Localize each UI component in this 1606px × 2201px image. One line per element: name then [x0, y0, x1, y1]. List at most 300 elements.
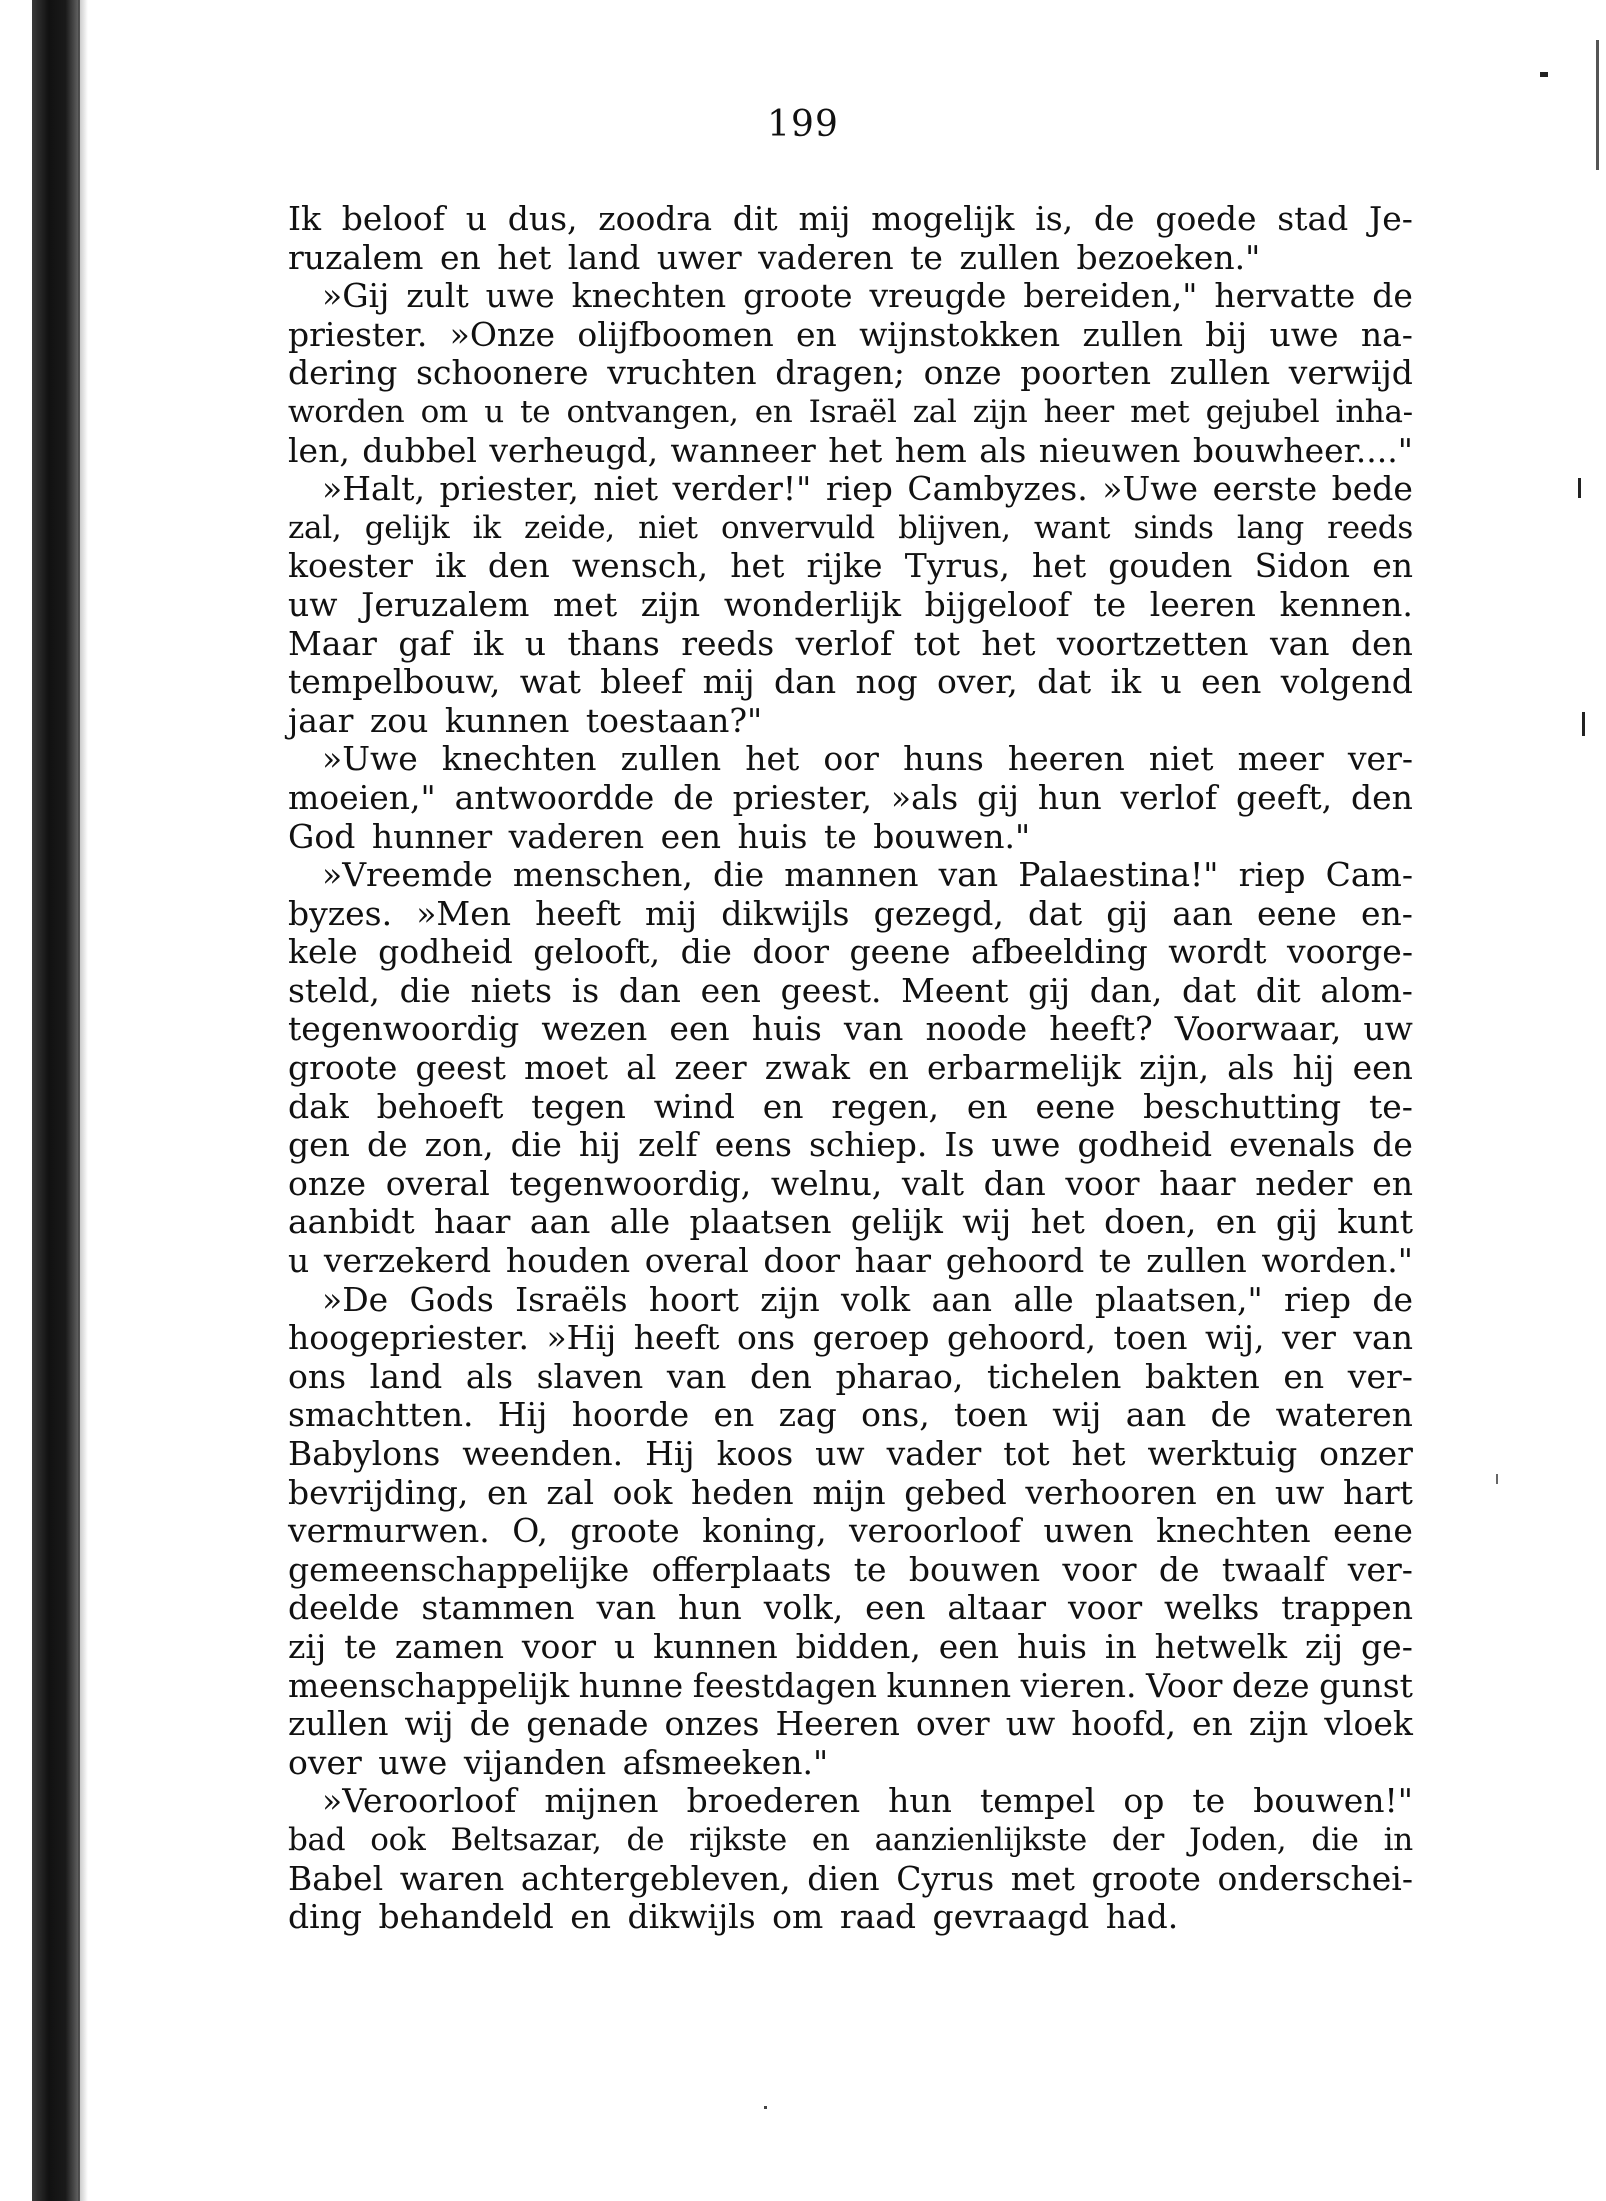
- word: verlof: [1120, 777, 1218, 817]
- word: het: [828, 430, 883, 470]
- text-line: [288, 1782, 1413, 1821]
- word: alle: [1013, 1279, 1074, 1319]
- word: huis: [1016, 1626, 1087, 1666]
- word: »Hij: [546, 1318, 617, 1358]
- word: gejubel: [1205, 393, 1320, 430]
- word: over,: [937, 662, 1018, 702]
- word: al: [626, 1048, 657, 1088]
- word: groote: [570, 1511, 680, 1551]
- text-line: [288, 740, 1413, 779]
- word: koester: [288, 546, 413, 586]
- text-line: [288, 509, 1413, 548]
- word: zal: [546, 1472, 595, 1512]
- word: aanzienlijkste: [874, 1821, 1087, 1858]
- word: aanbidt: [288, 1202, 415, 1242]
- word: wanneer: [670, 430, 816, 470]
- word: in: [1104, 1626, 1137, 1666]
- word: zullen: [1169, 353, 1271, 393]
- word: en-: [1360, 893, 1413, 933]
- word: van: [596, 1588, 657, 1628]
- word: wordt: [1168, 932, 1267, 972]
- word: bleef: [600, 662, 684, 702]
- word: uw: [288, 584, 338, 624]
- word: den: [1350, 777, 1413, 817]
- word: van: [843, 1009, 904, 1049]
- word: gelooft,: [533, 932, 661, 972]
- binding-fade: [78, 0, 88, 2201]
- word: de: [469, 1704, 511, 1744]
- text-line: [288, 1319, 1413, 1358]
- word: verzekerd: [323, 1241, 492, 1281]
- word: »Vreemde: [322, 855, 493, 895]
- text-line: [288, 1165, 1413, 1204]
- word: de: [1372, 1125, 1413, 1165]
- word: eene: [1333, 1511, 1413, 1551]
- word: van: [1353, 1318, 1413, 1358]
- word: Joden,: [1189, 1821, 1287, 1858]
- word: Hij: [645, 1434, 695, 1473]
- text-line: [288, 972, 1413, 1011]
- word: »Uwe: [322, 739, 418, 779]
- word: ver-: [1347, 1549, 1413, 1589]
- word: antwoordde: [454, 777, 655, 817]
- text-line: [288, 1667, 1413, 1706]
- word: ontvangen,: [566, 393, 739, 430]
- page-number: 199: [767, 104, 839, 145]
- word: Hij: [497, 1395, 548, 1435]
- word: Je-: [1369, 199, 1413, 238]
- word: geene: [849, 932, 951, 972]
- word: vermurwen.: [288, 1511, 490, 1551]
- word: meer: [1237, 739, 1324, 779]
- word: hoofd,: [1071, 1704, 1177, 1744]
- scan-mark-bottom-dot: [764, 2106, 767, 2109]
- word: gelijk: [850, 1202, 943, 1242]
- word: den: [487, 546, 550, 586]
- word: door: [752, 932, 830, 972]
- word: Is: [944, 1125, 975, 1165]
- word: volk,: [763, 1588, 844, 1628]
- word: want: [1033, 509, 1111, 546]
- text-line: [288, 1435, 1413, 1474]
- word: koos: [716, 1434, 794, 1473]
- word: dien: [807, 1858, 880, 1898]
- word: voor: [1067, 1588, 1143, 1628]
- word: gen: [288, 1125, 350, 1165]
- word: na-: [1360, 314, 1413, 354]
- word: het: [745, 739, 800, 779]
- word: steld,: [288, 970, 380, 1010]
- word: bij: [1205, 314, 1248, 354]
- word: olijfboomen: [577, 314, 774, 354]
- word: bereiden,": [1023, 276, 1198, 316]
- word: »Gij: [322, 276, 390, 316]
- word: dat: [1028, 893, 1083, 933]
- word: groote: [1091, 1858, 1201, 1898]
- word: stad: [1277, 199, 1349, 238]
- word: zamen: [394, 1626, 504, 1666]
- text-line: [288, 1088, 1413, 1127]
- word: hij: [1292, 1048, 1335, 1088]
- word: behoeft: [376, 1086, 504, 1126]
- word: bakten: [1144, 1356, 1260, 1396]
- word: vruchten: [607, 353, 757, 393]
- word: u: [613, 1626, 636, 1666]
- word: worden.": [1261, 1241, 1413, 1281]
- word: tot: [1003, 1434, 1050, 1473]
- word: poorten: [1020, 353, 1151, 393]
- word: vader: [886, 1434, 982, 1473]
- word: u: [524, 623, 547, 663]
- word: mij: [645, 893, 698, 933]
- word: byzes.: [288, 893, 393, 933]
- word: moet: [524, 1048, 608, 1088]
- word: u: [288, 1241, 310, 1281]
- word: die: [712, 855, 765, 895]
- word: trappen: [1281, 1588, 1413, 1628]
- word: uwe: [991, 1125, 1061, 1165]
- word: voor: [521, 1626, 597, 1666]
- text-line: [288, 1589, 1413, 1628]
- word: welks: [1164, 1588, 1260, 1628]
- word: ik: [472, 509, 501, 546]
- word: rijkste: [689, 1821, 787, 1858]
- text-line: [288, 432, 1413, 471]
- word: Sidon: [1254, 546, 1351, 586]
- word: inha-: [1335, 393, 1413, 430]
- word: ik: [1110, 662, 1142, 702]
- word: verwijd: [1288, 353, 1413, 393]
- word: gehoord,: [947, 1318, 1097, 1358]
- word: het: [730, 546, 785, 586]
- word: heden: [691, 1472, 794, 1512]
- word: zult: [406, 276, 469, 316]
- word: uwe: [1269, 314, 1339, 354]
- word: en: [487, 1472, 528, 1512]
- word: en: [1283, 1356, 1325, 1396]
- word: en: [762, 1086, 804, 1126]
- word: zal,: [288, 509, 342, 546]
- word: aan: [529, 1202, 591, 1242]
- word: over: [915, 1704, 990, 1744]
- word: lang: [1236, 509, 1304, 546]
- word: heer: [1043, 393, 1114, 430]
- word: menschen,: [512, 855, 693, 895]
- word: alom-: [1320, 970, 1413, 1010]
- word: geeft,: [1235, 777, 1333, 817]
- word: dragen;: [775, 353, 905, 393]
- word: tempel: [979, 1781, 1096, 1821]
- text-line: God hunner vaderen een huis te bouwen.": [288, 816, 1031, 856]
- word: de: [1372, 1279, 1413, 1319]
- scan-mark-right-1: [1578, 478, 1581, 498]
- word: ver-: [1347, 739, 1413, 779]
- word: hervatte: [1214, 276, 1356, 316]
- word: de: [1210, 1395, 1252, 1435]
- word: tot: [913, 623, 960, 663]
- word: bijgeloof: [924, 584, 1070, 624]
- word: len,: [288, 430, 350, 470]
- word: dering: [288, 353, 398, 393]
- word: zeer: [674, 1048, 747, 1088]
- text-line: ruzalem en het land uwer vaderen te zullen bezoeken.": [288, 237, 1261, 277]
- word: ons,: [861, 1395, 930, 1435]
- word: Israëls: [515, 1279, 628, 1319]
- word: riep: [1284, 1279, 1352, 1319]
- text-line: [288, 1396, 1413, 1435]
- word: »Onze: [449, 314, 556, 354]
- word: te: [1192, 1781, 1226, 1821]
- text-line: [288, 1551, 1413, 1590]
- word: koning,: [702, 1511, 827, 1551]
- text-line: [288, 1512, 1413, 1551]
- word: ook: [612, 1472, 673, 1512]
- word: voortzetten: [1056, 623, 1249, 663]
- word: huis: [751, 1009, 822, 1049]
- word: ook: [370, 1821, 426, 1858]
- word: voor: [1062, 1549, 1137, 1589]
- word: priester,: [439, 469, 579, 509]
- word: en: [811, 1821, 850, 1858]
- word: altaar: [947, 1588, 1047, 1628]
- word: en: [1192, 1704, 1233, 1744]
- word: Beltsazar,: [450, 1821, 602, 1858]
- word: aan: [931, 1279, 993, 1319]
- word: eene: [1256, 893, 1337, 933]
- word: reeds: [681, 623, 775, 663]
- word: doen,: [1104, 1202, 1197, 1242]
- word: niet: [1148, 739, 1214, 779]
- word: uw: [1005, 1704, 1056, 1744]
- word: dan,: [1089, 970, 1163, 1010]
- word: Meent: [901, 970, 1009, 1010]
- word: tegenwoordig,: [509, 1163, 752, 1203]
- word: de: [1093, 199, 1135, 238]
- word: zullen: [1082, 314, 1184, 354]
- word: wijnstokken: [859, 314, 1061, 354]
- word: voorge-: [1287, 932, 1413, 972]
- word: het: [1071, 1434, 1126, 1473]
- text-line: [288, 1628, 1413, 1667]
- word: haar: [854, 1241, 932, 1281]
- word: die: [399, 970, 451, 1010]
- word: kunnen: [886, 1665, 1012, 1705]
- text-line: [288, 1010, 1413, 1049]
- word: beloof: [341, 199, 445, 238]
- text-line: [288, 1705, 1413, 1744]
- word: land: [369, 1356, 443, 1396]
- word: weenden.: [462, 1434, 624, 1473]
- word: in: [1383, 1821, 1413, 1858]
- word: houden: [505, 1241, 631, 1281]
- word: zeide,: [524, 509, 615, 546]
- word: eene: [1035, 1086, 1116, 1126]
- word: bede: [1331, 469, 1413, 509]
- word: dan: [618, 970, 681, 1010]
- text-line: over uwe vijanden afsmeeken.": [288, 1742, 829, 1782]
- word: mannen: [784, 855, 919, 895]
- word: verlof: [795, 623, 893, 663]
- word: de: [1372, 276, 1413, 316]
- word: bad: [288, 1821, 346, 1858]
- text-line: jaar zou kunnen toestaan?": [288, 700, 763, 740]
- word: gunst: [1319, 1665, 1413, 1705]
- word: deelde: [288, 1588, 400, 1628]
- word: door: [763, 1241, 841, 1281]
- word: de: [1158, 1549, 1200, 1589]
- word: zijn: [760, 1279, 820, 1319]
- word: als: [979, 430, 1027, 470]
- text-line: [288, 856, 1413, 895]
- word: Jeruzalem: [361, 584, 530, 624]
- text-line: [288, 393, 1413, 432]
- word: riep: [825, 469, 893, 509]
- word: eens: [714, 1125, 792, 1165]
- word: knechten: [1156, 1511, 1311, 1551]
- word: geest.: [780, 970, 882, 1010]
- word: alle: [609, 1202, 671, 1242]
- word: volk: [841, 1279, 911, 1319]
- word: op: [1123, 1781, 1165, 1821]
- word: een: [938, 1626, 1000, 1666]
- word: uw: [1363, 1009, 1413, 1049]
- word: broederen: [686, 1781, 861, 1821]
- word: ik: [472, 623, 504, 663]
- word: geroep: [812, 1318, 930, 1358]
- word: bouwen!": [1253, 1781, 1413, 1821]
- word: en: [1215, 1202, 1257, 1242]
- word: u: [1160, 662, 1182, 702]
- word: aan: [1125, 1395, 1187, 1435]
- word: Cambyzes.: [907, 469, 1088, 509]
- word: den: [749, 1356, 812, 1396]
- word: nog: [855, 662, 918, 702]
- word: werktuig: [1147, 1434, 1298, 1473]
- word: gezegd,: [873, 893, 1004, 933]
- word: te: [1098, 1241, 1132, 1281]
- word: den: [1350, 623, 1413, 663]
- word: nieuwen: [1038, 430, 1181, 470]
- word: met: [1010, 1858, 1075, 1898]
- text-line: [288, 354, 1413, 393]
- word: zijn,: [1139, 1048, 1210, 1088]
- word: ons: [288, 1356, 347, 1396]
- word: aan: [1172, 893, 1233, 933]
- word: bouwheer....": [1192, 430, 1413, 470]
- word: dikwijls: [721, 893, 850, 933]
- word: tegen: [531, 1086, 626, 1126]
- word: gaf: [398, 623, 452, 663]
- word: gemeenschappelijke: [288, 1549, 630, 1589]
- word: godheid: [378, 932, 513, 972]
- word: overal: [385, 1163, 490, 1203]
- word: regen,: [831, 1086, 940, 1126]
- word: onze: [923, 353, 1002, 393]
- text-line: [288, 1358, 1413, 1397]
- word: knechten: [571, 276, 727, 316]
- word: ver: [1281, 1318, 1336, 1358]
- word: niet: [638, 509, 698, 546]
- word: en: [868, 1048, 909, 1088]
- word: een: [1201, 662, 1262, 702]
- word: noode: [925, 1009, 1028, 1049]
- word: dan: [774, 662, 837, 702]
- word: wij: [404, 1704, 454, 1744]
- word: en: [966, 1086, 1008, 1126]
- word: verheugd,: [489, 430, 659, 470]
- word: van: [666, 1356, 727, 1396]
- word: mijnen: [544, 1781, 659, 1821]
- word: te: [520, 393, 551, 430]
- word: zag: [778, 1395, 837, 1435]
- word: uwe: [485, 276, 555, 316]
- word: de: [366, 1125, 408, 1165]
- word: de: [673, 777, 714, 817]
- word: zijn: [640, 584, 701, 624]
- word: hij: [578, 1125, 621, 1165]
- word: schoonere: [416, 353, 589, 393]
- word: hoogepriester.: [288, 1318, 529, 1358]
- word: tempelbouw,: [288, 662, 501, 702]
- word: meenschappelijk: [288, 1665, 570, 1705]
- word: dak: [288, 1086, 349, 1126]
- word: onderschei-: [1217, 1858, 1413, 1898]
- text-line: [288, 316, 1413, 355]
- text-line: [288, 1281, 1413, 1320]
- word: die: [680, 932, 732, 972]
- word: zijn: [972, 393, 1028, 430]
- word: zullen: [620, 739, 722, 779]
- word: niets: [470, 970, 553, 1010]
- word: verhooren: [1025, 1472, 1197, 1512]
- word: kunnen: [653, 1626, 778, 1666]
- word: O,: [512, 1511, 548, 1551]
- word: worden: [288, 393, 405, 430]
- text-line: ding behandeld en dikwijls om raad gevraagd had.: [288, 1897, 1179, 1937]
- word: en: [795, 314, 837, 354]
- word: »De: [322, 1279, 389, 1319]
- word: te-: [1368, 1086, 1413, 1126]
- word: vreugde: [869, 276, 1007, 316]
- word: Babylons: [288, 1434, 441, 1473]
- word: mijn: [812, 1472, 886, 1512]
- word: afbeelding: [971, 932, 1148, 972]
- word: mij: [798, 199, 851, 238]
- word: bouwen: [908, 1549, 1041, 1589]
- word: onzes: [664, 1704, 760, 1744]
- text-line: [288, 277, 1413, 316]
- word: Ik: [288, 199, 322, 238]
- word: »Uwe: [1102, 469, 1199, 509]
- word: te: [1093, 584, 1127, 624]
- word: gelijk: [364, 509, 450, 546]
- word: blijven,: [898, 509, 1011, 546]
- word: haar: [1159, 1163, 1236, 1203]
- word: zon,: [424, 1125, 494, 1165]
- word: toen: [954, 1395, 1028, 1435]
- word: bidden,: [795, 1626, 921, 1666]
- word: haar: [434, 1202, 511, 1242]
- text-line: [288, 200, 1413, 239]
- word: en: [754, 393, 793, 430]
- word: toen: [1113, 1318, 1188, 1358]
- word: offerplaats: [651, 1549, 832, 1589]
- word: »als: [890, 777, 959, 817]
- text-line: [288, 547, 1413, 586]
- word: het: [1032, 546, 1087, 586]
- word: hun: [678, 1588, 742, 1628]
- word: tegenwoordig: [288, 1009, 520, 1049]
